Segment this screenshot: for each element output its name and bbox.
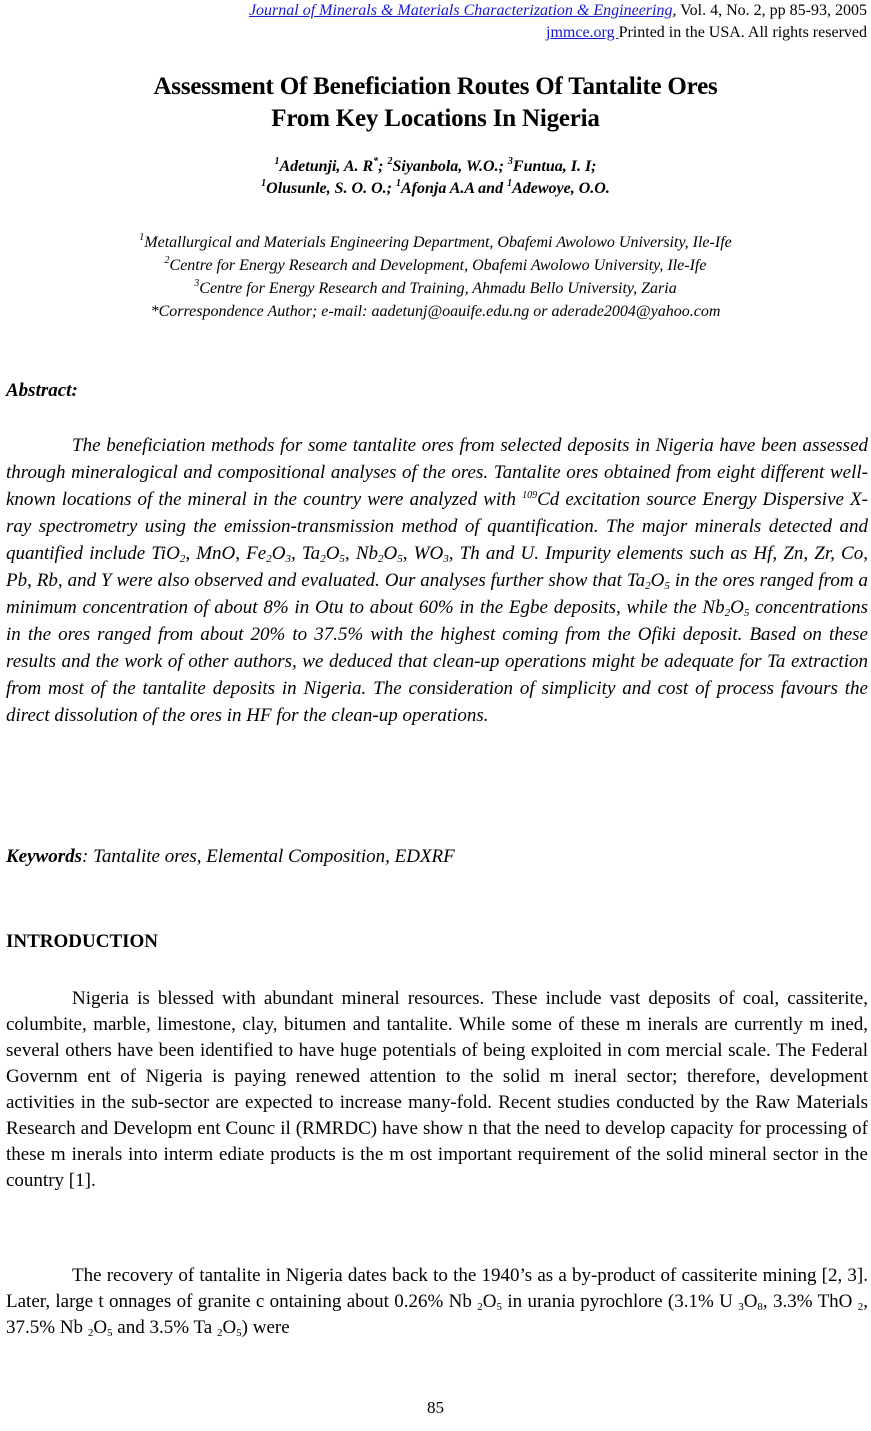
title-line-2: From Key Locations In Nigeria	[271, 105, 600, 132]
subscript: 2	[266, 553, 272, 565]
text: , 37.5% Nb	[6, 1291, 868, 1338]
subscript: 5	[107, 1327, 113, 1339]
affil-mark: 2	[387, 156, 393, 167]
affil-mark: 1	[395, 178, 401, 189]
sep: ;	[591, 158, 597, 175]
text: O	[383, 543, 398, 564]
affil-mark: 1	[139, 232, 145, 243]
subscript: 2	[179, 553, 186, 565]
author-name: Adetunji, A. R	[279, 158, 374, 175]
isotope-mark: 109	[522, 490, 538, 501]
citation: , Vol. 4, No. 2, pp 85-93, 2005	[672, 2, 867, 19]
text: ) were	[241, 1317, 290, 1338]
affil-mark: 1	[274, 156, 280, 167]
section-heading-introduction: INTRODUCTION	[6, 931, 159, 952]
sep: ;	[378, 158, 388, 175]
subscript: 2	[857, 1301, 864, 1313]
subscript: 3	[443, 553, 449, 565]
correspondence: *Correspondence Author; e-mail: aadetunj@oauife.edu.ng or aderade2004@yahoo.com	[150, 303, 721, 320]
affiliations	[0, 231, 871, 323]
sep: ;	[498, 158, 508, 175]
subscript: 5	[496, 1301, 502, 1313]
text: O	[482, 1291, 497, 1312]
author-name: Olusunle, S. O. O.	[266, 180, 387, 197]
subscript: 2	[378, 553, 384, 565]
text: O	[325, 543, 340, 564]
text: , Th and U. Impurity elements such as Hf, Zn, Zr, Co, Pb, Rb, and Y were also observed and evaluated. Our analyses further show that Ta	[6, 543, 868, 591]
text: , WO	[402, 543, 444, 564]
author-list	[0, 156, 871, 200]
affil-mark: 2	[164, 255, 170, 266]
affil-text: Centre for Energy Research and Training, Ahmadu Bello University, Zaria	[199, 280, 677, 297]
rights-notice: Printed in the USA. All rights reserved	[618, 24, 867, 41]
author-name: Afonja A.A and	[400, 180, 508, 197]
subscript: 2	[477, 1301, 483, 1313]
text: The beneficiation methods for some tantalite ores from selected deposits in Nigeria have been assessed through mineralogical and compositional analyses of the ores. Tantalite ores obtained from eight different well-known locations of the mineral in the country were analyzed with	[6, 435, 868, 510]
intro-paragraph-1	[6, 986, 868, 1194]
affil-mark: 1	[507, 178, 513, 189]
subscript: 2	[320, 553, 326, 565]
text: and 3.5% Ta	[112, 1317, 217, 1338]
text: , Nb	[344, 543, 379, 564]
text: The recovery of tantalite in Nigeria dates back to the 1940’s as a by-product of cassiterite mining [2, 3]. Later, large t onnages of granite c ontaining about 0.26% Nb	[6, 1265, 868, 1312]
subscript: 2	[216, 1327, 223, 1339]
affiliation-1	[0, 231, 871, 254]
corresponding-mark: *	[373, 156, 379, 167]
text: , MnO, Fe	[185, 543, 267, 564]
affiliation-3	[0, 277, 871, 300]
text: O	[93, 1317, 108, 1338]
sep: ;	[386, 180, 396, 197]
affil-mark: 3	[194, 278, 200, 289]
text: Cd excitation source Energy Dispersive X-ray spectrometry using the emission-transmission method of quantification. The major minerals detected and quantified include TiO	[6, 489, 868, 564]
affil-text: Centre for Energy Research and Development, Obafemi Awolowo University, Ile-Ife	[169, 257, 707, 274]
journal-header	[249, 0, 867, 44]
text: O	[743, 1291, 758, 1312]
text: in the ores ranged from a minimum concentration of about 8% in Otu to about 60% in the Egbe deposits, while the Nb	[6, 570, 868, 618]
subscript: 5	[339, 553, 345, 565]
affil-mark: 3	[507, 156, 513, 167]
subscript: 2	[724, 607, 731, 619]
text: O	[271, 543, 286, 564]
subscript: 3	[738, 1301, 744, 1313]
affil-text: Metallurgical and Materials Engineering Department, Obafemi Awolowo University, Ile-Ife	[144, 234, 732, 251]
subscript: 5	[743, 607, 750, 619]
page-number: 85	[427, 1398, 444, 1417]
keywords	[6, 846, 455, 868]
text: Nigeria is blessed with abundant mineral resources. These include vast deposits of coal, cassiterite, columbite, marble, limestone, clay, bitumen and tantalite. While some of these m inerals are currently m ined, several others have been identified to have huge potentials of being exploited in com mercial scale. The Federal Governm ent of Nigeria is paying renewed attention to the solid m ineral sector; therefore, development activities in the sub-sector are expected to increase many-fold. Recent studies conducted by the Raw Materials Research and Developm ent Counc il (RMRDC) have show n that the need to develop capacity for processing of these m inerals into interm ediate products is the m ost important requirement of the solid mineral sector in the country [1].	[6, 988, 868, 1191]
paper-title	[0, 71, 871, 135]
author-name: Adewoye, O.O.	[512, 180, 610, 197]
subscript: 5	[236, 1327, 242, 1339]
text: in urania pyrochlore (3.1% U	[501, 1291, 739, 1312]
journal-link[interactable]: Journal of Minerals & Materials Characterization & Engineering	[248, 2, 673, 19]
author-name: Siyanbola, W.O.	[392, 158, 499, 175]
subscript: 2	[645, 580, 651, 592]
subscript: 5	[397, 553, 403, 565]
affiliation-2	[0, 254, 871, 277]
author-name: Funtua, I. I	[512, 158, 592, 175]
affil-mark: 1	[261, 178, 267, 189]
subscript: 2	[87, 1327, 94, 1339]
text: , 3.3% ThO	[762, 1291, 858, 1312]
abstract-body	[6, 432, 868, 729]
subscript: 8	[757, 1301, 763, 1313]
site-link[interactable]: jmmce.org	[546, 24, 619, 41]
keywords-text: : Tantalite ores, Elemental Composition, EDXRF	[82, 846, 455, 867]
subscript: 5	[664, 580, 670, 592]
title-line-1: Assessment Of Beneficiation Routes Of Tantalite Ores	[153, 73, 718, 100]
text: concentrations in the ores ranged from about 20% to 37.5% with the highest coming from the Ofiki deposit. Based on these results and the work of other authors, we deduced that clean-up operations might be adequate for Ta extraction from most of the tantalite deposits in Nigeria. The consideration of simplicity and cost of process favours the direct dissolution of the ores in HF for the clean-up operations.	[6, 597, 868, 726]
text: O	[650, 570, 665, 591]
intro-paragraph-2	[6, 1263, 868, 1341]
subscript: 3	[285, 553, 291, 565]
abstract-heading: Abstract:	[6, 380, 78, 401]
keywords-label: Keywords	[6, 846, 82, 867]
text: O	[222, 1317, 237, 1338]
text: , Ta	[290, 543, 321, 564]
text: O	[730, 597, 744, 618]
